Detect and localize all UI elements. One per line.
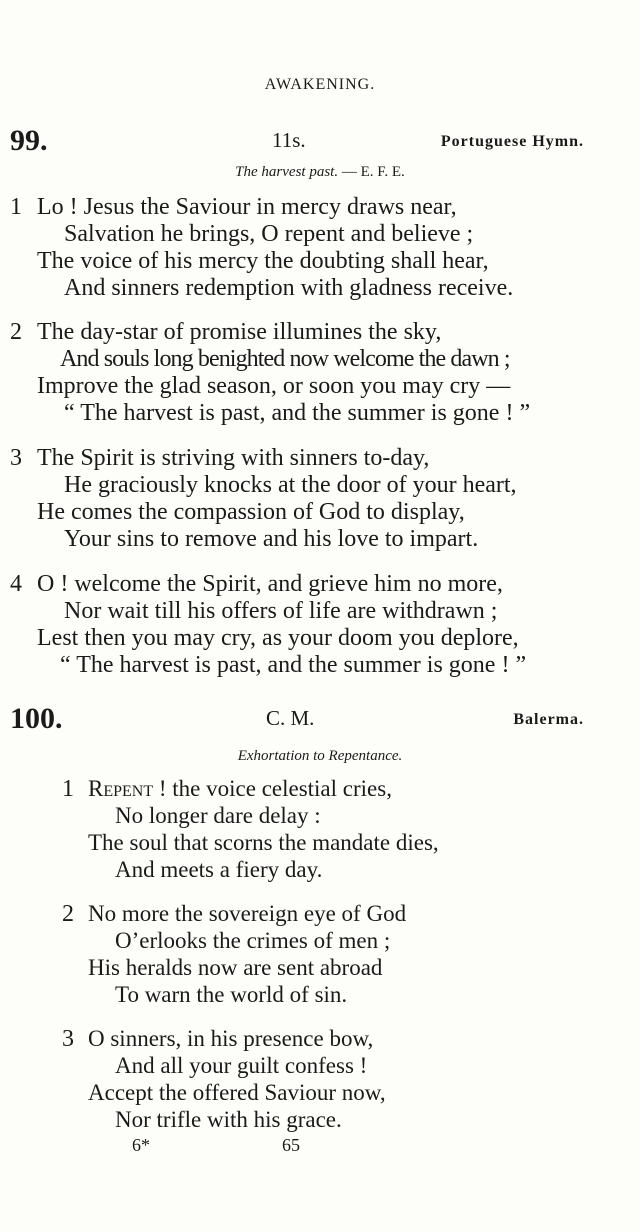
verse-line: No longer dare delay : <box>115 803 321 828</box>
verse-line: Accept the offered Saviour now, <box>88 1080 386 1105</box>
hymn-subtitle: Exhortation to Repentance. <box>237 748 403 764</box>
verse-number: 1 <box>62 776 74 802</box>
verse-line: Lo ! Jesus the Saviour in mercy draws near, <box>37 194 457 220</box>
subtitle-text: The harvest past. <box>235 164 339 180</box>
verse-number: 2 <box>10 319 22 345</box>
verse-number: 1 <box>10 194 22 220</box>
hymn-number: 99. <box>10 124 48 157</box>
verse-line: “ The harvest is past, and the summer is gone ! ” <box>60 652 527 678</box>
verse-line: And souls long benighted now welcome the dawn ; <box>60 346 510 372</box>
verse-line: And all your guilt confess ! <box>115 1053 368 1078</box>
tune-name: Balerma. <box>513 711 584 728</box>
verse-line <box>88 776 392 802</box>
verse-line: He comes the compassion of God to display, <box>37 499 465 525</box>
verse-line: Nor trifle with his grace. <box>115 1107 342 1132</box>
verse-line: O’erlooks the crimes of men ; <box>115 928 391 953</box>
page-number: 65 <box>282 1135 300 1155</box>
verse-line: The voice of his mercy the doubting shall hear, <box>37 248 489 274</box>
verse-line: The day-star of promise illumines the sky, <box>37 319 442 345</box>
hymn-meter: C. M. <box>266 706 315 730</box>
signature-mark: 6* <box>132 1135 150 1155</box>
verse-number: 2 <box>62 901 74 927</box>
verse-line: “ The harvest is past, and the summer is gone ! ” <box>64 400 531 426</box>
verse-line: Improve the glad season, or soon you may cry — <box>37 373 511 399</box>
verse-line: The Spirit is striving with sinners to-day, <box>37 445 430 471</box>
verse-line: His heralds now are sent abroad <box>88 955 383 980</box>
verse-line-rest: ! the voice celestial cries, <box>158 776 392 801</box>
verse-line: To warn the world of sin. <box>115 982 348 1007</box>
verse-line: Your sins to remove and his love to impart. <box>64 526 479 552</box>
first-word: Repent <box>88 776 154 801</box>
running-head: AWAKENING. <box>264 76 376 93</box>
verse-line: He graciously knocks at the door of your heart, <box>64 472 517 498</box>
verse-number: 3 <box>10 445 22 471</box>
verse-number: 4 <box>10 571 22 597</box>
hymn-number: 100. <box>10 702 63 735</box>
hymn-meter: 11s. <box>272 128 306 152</box>
verse-line: No more the sovereign eye of God <box>88 901 407 926</box>
verse-line: O sinners, in his presence bow, <box>88 1026 374 1051</box>
verse-number: 3 <box>62 1026 74 1052</box>
verse-line: And sinners redemption with gladness receive. <box>64 275 514 301</box>
verse-line: And meets a fiery day. <box>115 857 323 882</box>
verse-line: Salvation he brings, O repent and believe ; <box>64 221 474 247</box>
verse-line: O ! welcome the Spirit, and grieve him no more, <box>37 571 503 597</box>
verse-line: The soul that scorns the mandate dies, <box>88 830 439 855</box>
tune-name: Portuguese Hymn. <box>440 133 584 150</box>
author-text: — E. F. E. <box>338 164 405 180</box>
verse-line: Nor wait till his offers of life are withdrawn ; <box>64 598 498 624</box>
hymn-subtitle <box>0 164 640 181</box>
verse-line: Lest then you may cry, as your doom you deplore, <box>37 625 519 651</box>
